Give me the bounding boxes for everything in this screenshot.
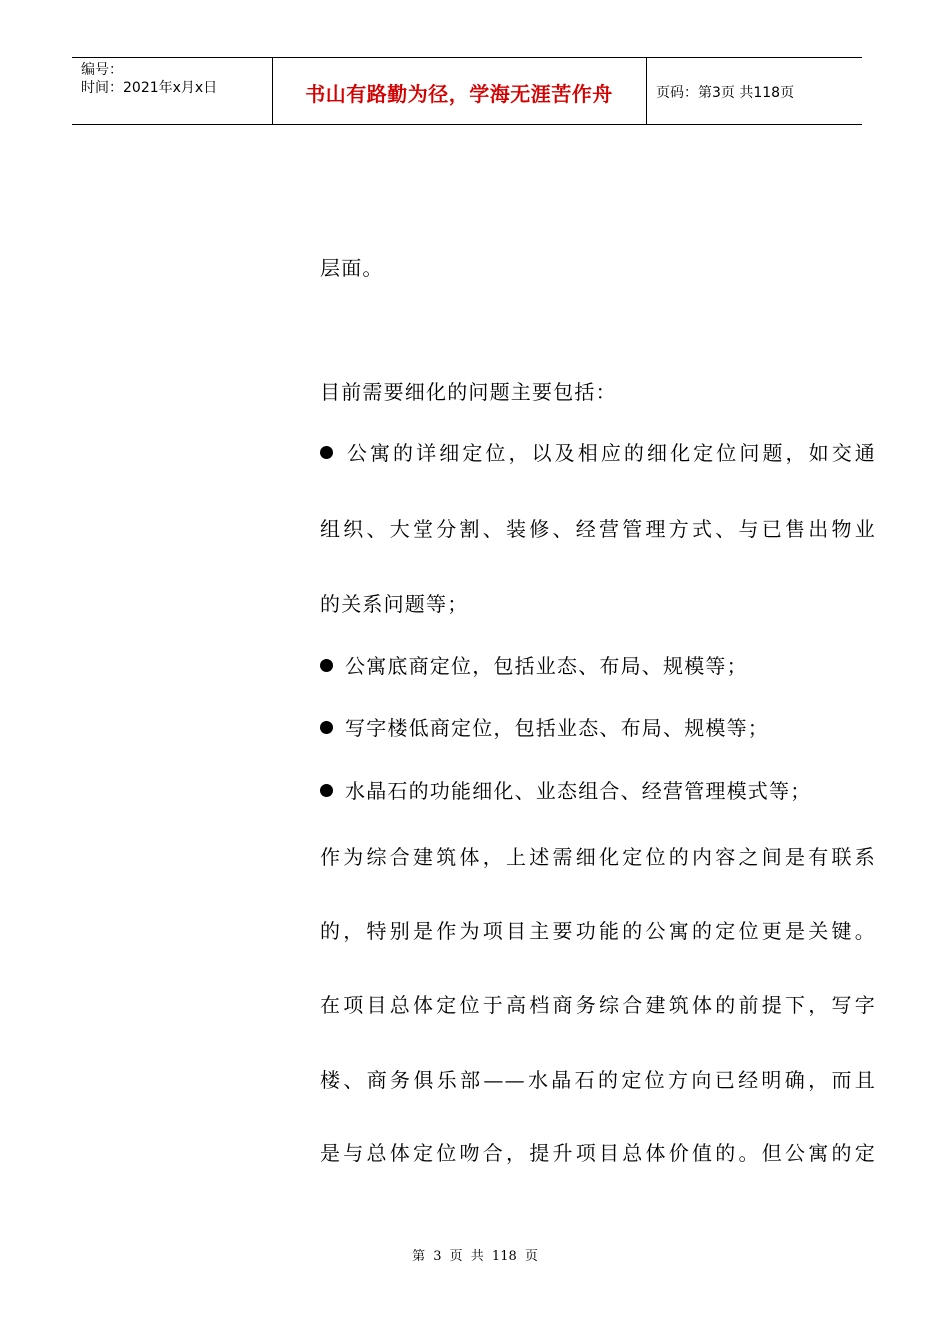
bullet-text: 水晶石的功能细化、业态组合、经营管理模式等； [345, 779, 812, 803]
paragraph-line: 层面。 [320, 256, 384, 280]
paragraph-line: 组织、大堂分割、装修、经营管理方式、与已售出物业 [320, 517, 876, 541]
bullet-text: 公寓的详细定位，以及相应的细化定位问题，如交通 [345, 441, 876, 465]
bullet-icon [320, 721, 333, 734]
bullet-item [320, 441, 876, 465]
bullet-text: 公寓底商定位，包括业态、布局、规模等； [345, 654, 748, 678]
bullet-item [320, 654, 748, 678]
bullet-item [320, 716, 769, 740]
time-label: 时间：2021年x月x日 [81, 80, 218, 96]
bullet-icon [320, 659, 333, 672]
paragraph-line: 的关系问题等； [320, 592, 469, 616]
paragraph-line: 作为综合建筑体，上述需细化定位的内容之间是有联系 [320, 845, 876, 869]
number-label: 编号： [81, 62, 123, 78]
paragraph-line: 楼、商务俱乐部——水晶石的定位方向已经明确，而且 [320, 1068, 876, 1092]
document-header [72, 57, 862, 125]
bullet-item [320, 779, 811, 803]
bullet-icon [320, 784, 333, 797]
header-meta [81, 61, 217, 97]
bullet-icon [320, 446, 333, 459]
paragraph-line: 目前需要细化的问题主要包括： [320, 380, 617, 404]
paragraph-line: 在项目总体定位于高档商务综合建筑体的前提下，写字 [320, 993, 876, 1017]
paragraph-line: 的，特别是作为项目主要功能的公寓的定位更是关键。 [320, 919, 876, 943]
bullet-text: 写字楼低商定位，包括业态、布局、规模等； [345, 716, 769, 740]
header-page-info: 页码：第3页 共118页 [656, 85, 795, 101]
page-footer: 第 3 页 共 118 页 [412, 1249, 538, 1264]
header-motto: 书山有路勤为径，学海无涯苦作舟 [305, 82, 613, 106]
paragraph-line: 是与总体定位吻合，提升项目总体价值的。但公寓的定 [320, 1141, 876, 1165]
header-divider [646, 58, 647, 124]
